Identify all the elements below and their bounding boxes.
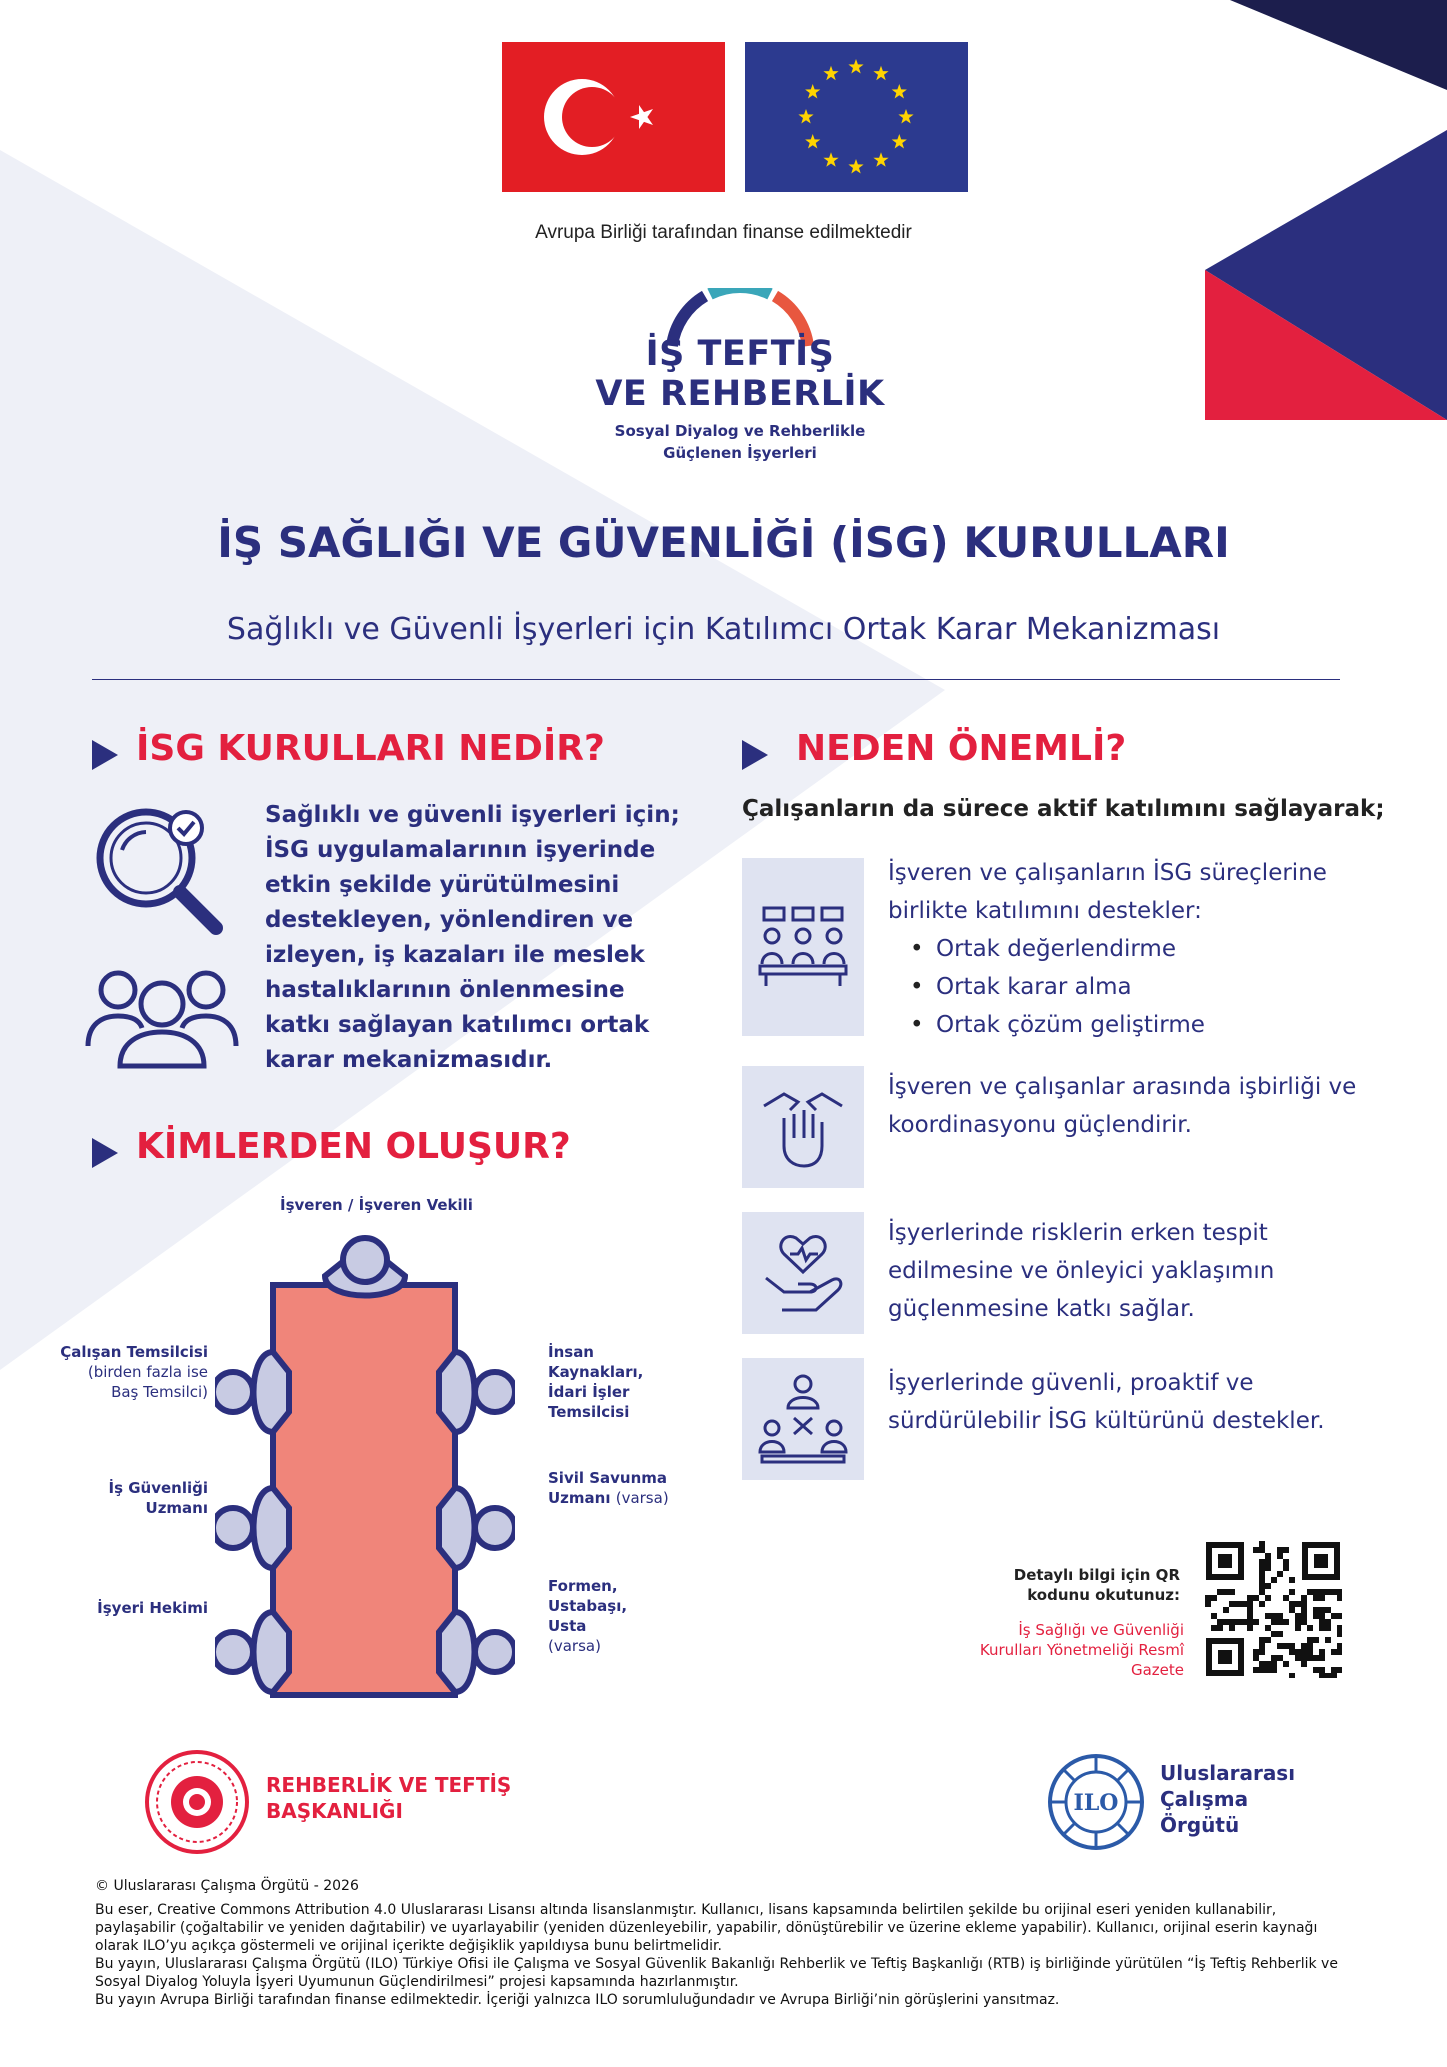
qr-info-text: Detaylı bilgi için QR kodunu okutunuz: [1013,1566,1180,1604]
section-arrow-icon [92,740,118,770]
care-hand-icon [760,1228,846,1318]
ilo-name: Uluslararası Çalışma Örgütü [1160,1761,1296,1837]
logo-tagline-line2: Güçlenen İşyerleri [663,444,817,462]
logo-tagline-line1: Sosyal Diyalog ve Rehberlikle [614,422,866,440]
ilo-emblem-text: ILO [1073,1790,1119,1816]
eu-flag-icon [745,42,968,192]
handshake-icon [760,1084,846,1170]
meeting-icon [758,906,848,988]
why-item-1: İşveren ve çalışanların İSG süreçlerine birlikte katılımını destekler: • Ortak değerlendirme • Ortak karar alma • Ortak çözüm geliştirme [888,854,1358,1044]
footer [95,1877,1345,2009]
seat-label-left-3: İşyeri Hekimi [97,1599,208,1617]
why-icon-box [742,858,864,1036]
meeting-table-diagram [215,1220,515,1710]
rtb-name: REHBERLİK VE TEFTİŞ BAŞKANLIĞI [266,1773,512,1823]
why-item-2: İşveren ve çalışanlar arasında işbirliği ve koordinasyonu güçlendirir. [888,1074,1357,1138]
license-text: Bu eser, Creative Commons Attribution 4.0 Uluslararası Lisansı altında lisanslanmıştır. Kullanıcı, lisans kapsamında belirtilen şekilde bu orijinal eseri yeniden kullanabilir, paylaşabilir (çoğaltabilir ve yeniden dağıtabilir) ve uyarlayabilir (yeniden düzenleyebilir, yapabilir, dönüştürebilir ve üzerine ekleme yapabilir). Kullanıcı, orijinal eserin kaynağı olarak ILO’yu açıkça göstermeli ve orijinal içerikte değişiklik yapıldıysa bunu belirtmelidir. [95,1902,1318,1954]
title-divider [92,679,1340,680]
disclaimer-text: Bu yayın Avrupa Birliği tarafından finanse edilmektedir. İçeriği yalnızca ILO sorumluluğundadır ve Avrupa Birliği’nin görüşlerini yansıtmaz. [95,1992,1060,2008]
members-heading: KİMLERDEN OLUŞUR? [136,1126,571,1167]
why-intro: Çalışanların da sürece aktif katılımını sağlayarak; [742,796,1385,822]
seat-label-left-2: İş Güvenliği Uzmanı [108,1479,208,1517]
seat-label-right-2: Sivil Savunma Uzmanı (varsa) [548,1469,669,1507]
copyright: © Uluslararası Çalışma Örgütü - 2026 [95,1878,359,1894]
bullet-item: • Ortak değerlendirme [910,930,1358,968]
turkey-flag-icon [502,42,725,192]
qr-code-icon[interactable] [1204,1540,1342,1678]
why-item-4: İşyerlerinde güvenli, proaktif ve sürdürülebilir İSG kültürünü destekler. [888,1370,1325,1434]
page-title: İŞ SAĞLIĞI VE GÜVENLİĞİ (İSG) KURULLARI [217,518,1230,567]
project-logo [590,288,890,478]
why-item-3: İşyerlerinde risklerin erken tespit edilmesine ve önleyici yaklaşımın güçlenmesine katkı sağlar. [888,1220,1275,1322]
why-icon-box [742,1066,864,1188]
rtb-emblem-icon [143,1748,251,1856]
prepared-text: Bu yayın, Uluslararası Çalışma Örgütü (ILO) Türkiye Ofisi ile Çalışma ve Sosyal Güvenlik Bakanlığı Rehberlik ve Teftiş Başkanlığı (RTB) iş birliğinde yürütülen “İş Teftiş Rehberlik ve Sosyal Diyalog Yoluyla İşyeri Uyumunun Güçlendirilmesi” projesi kapsamında hazırlanmıştır. [95,1956,1338,1990]
magnifier-check-icon [88,800,228,940]
why-heading: NEDEN ÖNEMLİ? [796,728,1127,769]
what-heading: İSG KURULLARI NEDİR? [136,728,605,769]
funding-note: Avrupa Birliği tarafından finanse edilmektedir [535,222,912,243]
section-arrow-icon [742,740,768,770]
seat-label-right-3: Formen, Ustabaşı, Usta (varsa) [548,1577,628,1655]
logo-title-line1: İŞ TEFTİŞ [645,334,835,374]
bullet-item: • Ortak çözüm geliştirme [910,1006,1358,1044]
people-group-icon [82,960,242,1070]
qr-link-text[interactable]: İş Sağlığı ve Güvenliği Kurulları Yönetmeliği Resmî Gazete [979,1621,1184,1679]
head-seat-label: İşveren / İşveren Vekili [280,1196,473,1214]
why-icon-box [742,1212,864,1334]
seat-label-left-1: Çalışan Temsilcisi (birden fazla ise Baş Temsilci) [60,1343,208,1401]
section-arrow-icon [92,1138,118,1168]
definition-text: Sağlıklı ve güvenli işyerleri için; İSG uygulamalarının işyerinde etkin şekilde yürütülmesini destekleyen, yönlendiren ve izleyen, iş kazaları ile meslek hastalıklarının önlenmesine katkı sağlayan katılımcı ortak karar mekanizmasıdır. [265,802,680,1073]
seat-label-right-1: İnsan Kaynakları, İdari İşler Temsilcisi [548,1343,644,1421]
why-icon-box [742,1358,864,1480]
team-culture-icon [758,1372,848,1466]
bullet-item: • Ortak karar alma [910,968,1358,1006]
page-subtitle: Sağlıklı ve Güvenli İşyerleri için Katılımcı Ortak Karar Mekanizması [226,612,1221,647]
logo-title-line2: VE REHBERLİK [595,374,885,414]
ilo-emblem-icon [1042,1748,1150,1856]
